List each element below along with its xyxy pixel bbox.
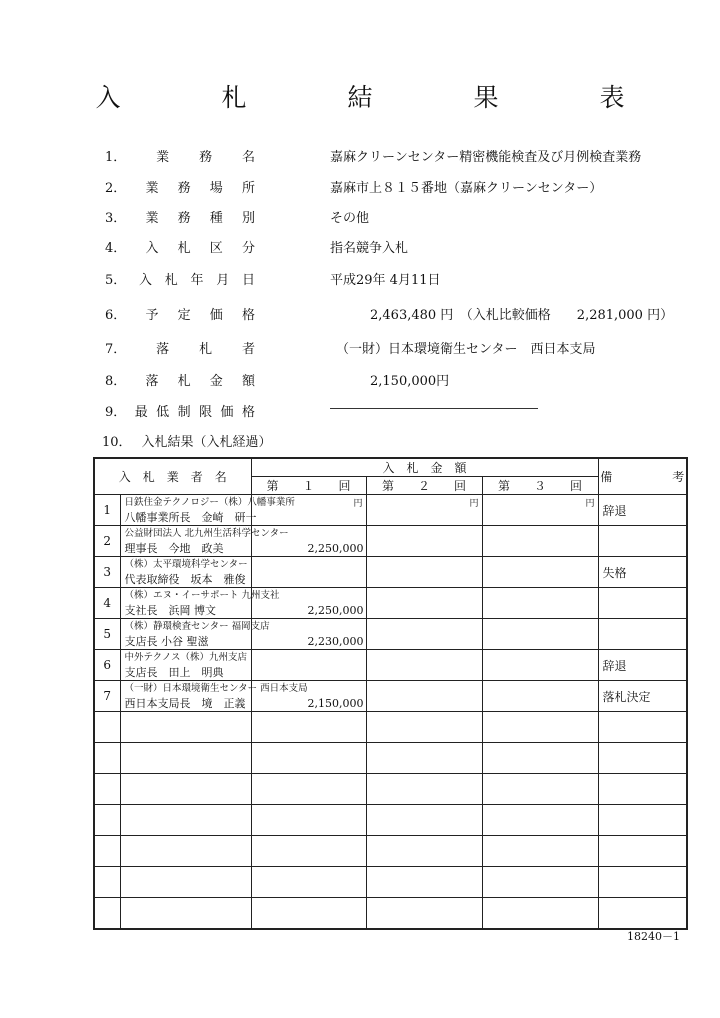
bid-amount-round-1 (251, 619, 366, 650)
info-label-part: 入 (139, 273, 153, 288)
table-row (94, 526, 687, 557)
row-number: 1 (94, 495, 120, 526)
bid-amount-round-1 (251, 588, 366, 619)
info-label-part: 低 (156, 405, 170, 420)
bid-amount-round-2 (366, 526, 482, 557)
info-label-part: 格 (241, 308, 255, 323)
info-label-part: 定 (177, 308, 191, 323)
bid-note (598, 588, 687, 619)
info-row (0, 338, 720, 360)
page-title: 入 札 結 果 表 (95, 83, 663, 112)
bid-amount-round-3 (482, 588, 598, 619)
bid-amount-round-2 (366, 588, 482, 619)
bidder-company: 日鉄住金テクノロジー（株）八幡事業所 (124, 497, 295, 508)
info-label-part: 入札結果（入札経過） (141, 435, 272, 450)
info-label (105, 207, 255, 226)
info-label-part: 4． (105, 241, 127, 256)
info-value: 2,463,480 円 （入札比較価格 2,281,000 円） (370, 308, 674, 323)
info-label (105, 401, 255, 420)
info-label-part: 落 (145, 374, 159, 389)
row-number: 3 (94, 557, 120, 588)
info-label-part: 別 (241, 211, 255, 226)
info-label (105, 370, 255, 389)
bidder-representative: 支店長 田上 明典 (124, 666, 224, 679)
info-label-part: 月 (216, 273, 230, 288)
bid-note: 辞退 (598, 495, 687, 526)
bidder-representative: 八幡事業所長 金崎 研一 (124, 511, 257, 524)
info-label-part: 最 (134, 405, 148, 420)
info-label (105, 146, 255, 165)
bidder-name (120, 557, 251, 588)
bid-note: 落札決定 (598, 681, 687, 712)
bidder-representative: 支店長 小谷 聖滋 (124, 635, 209, 648)
info-row (0, 237, 720, 259)
info-label-part: 務 (177, 211, 191, 226)
info-label-part: 名 (241, 150, 255, 165)
info-label-part: 5． (105, 273, 127, 288)
info-label (105, 177, 255, 196)
bid-amount-round-3 (482, 495, 598, 526)
bid-amount-round-1 (251, 681, 366, 712)
info-label-part: 8． (105, 374, 127, 389)
info-row (0, 269, 720, 291)
info-label-part: 務 (177, 181, 191, 196)
info-label-part: 業 (145, 181, 159, 196)
bid-amount-round-3 (482, 557, 598, 588)
info-label-part: 予 (145, 308, 159, 323)
info-label-part: 額 (241, 374, 255, 389)
bid-value: 2,150,000 (307, 697, 364, 710)
bidder-company: （株）エヌ・イーサポート 九州支社 (124, 590, 280, 601)
info-label-part: 金 (209, 374, 223, 389)
info-label-part: 区 (209, 241, 223, 256)
bidder-name (120, 495, 295, 526)
bid-amount-round-1 (251, 650, 366, 681)
header-round-3: 第 ３ 回 (482, 477, 598, 495)
bid-results-table (93, 457, 688, 930)
info-label (105, 237, 255, 256)
info-label-part: 格 (241, 405, 255, 420)
info-label (105, 304, 255, 323)
info-label-part: 種 (209, 211, 223, 226)
info-label-part: 年 (190, 273, 204, 288)
info-label (105, 269, 255, 288)
info-label-part: 限 (199, 405, 213, 420)
bid-value: 2,250,000 (307, 542, 364, 555)
bid-note: 辞退 (598, 650, 687, 681)
empty-row (94, 743, 687, 774)
info-label-part: 6． (105, 308, 127, 323)
info-row (0, 207, 720, 229)
header-amount: 入 札 金 額 (251, 458, 598, 477)
info-value: ―――――――――――――――― (330, 401, 538, 416)
empty-row (94, 805, 687, 836)
bid-amount-round-1 (251, 526, 366, 557)
bid-value: 2,250,000 (307, 604, 364, 617)
page-number: 18240－1 (627, 930, 680, 943)
bid-note (598, 526, 687, 557)
info-label-part: 日 (241, 273, 255, 288)
info-label-part: 務 (199, 150, 213, 165)
bidder-representative: 支社長 浜岡 博文 (124, 604, 216, 617)
info-label-part: 価 (209, 308, 223, 323)
empty-row (94, 774, 687, 805)
bid-amount-round-3 (482, 650, 598, 681)
info-label-part: 1． (105, 150, 127, 165)
yen-unit: 円 (585, 499, 595, 509)
table-row (94, 588, 687, 619)
info-row (0, 431, 720, 453)
info-value: 平成29年 4月11日 (330, 273, 441, 288)
info-row (0, 401, 720, 423)
bid-amount-round-2 (366, 681, 482, 712)
bidder-name (120, 526, 289, 557)
info-label-part: 入 (145, 241, 159, 256)
table-row (94, 681, 687, 712)
info-label (105, 338, 255, 357)
info-label-part: 落 (156, 342, 170, 357)
bid-amount-round-1 (251, 557, 366, 588)
table-row (94, 650, 687, 681)
info-label-part: 10． (102, 435, 132, 450)
bidder-company: 中外テクノス（株）九州支店 (124, 652, 248, 663)
info-label-part: 9． (105, 405, 127, 420)
bid-amount-round-3 (482, 619, 598, 650)
info-value: その他 (330, 211, 370, 226)
bid-note: 失格 (598, 557, 687, 588)
bid-amount-round-1 (251, 495, 366, 526)
info-label-part: 業 (156, 150, 170, 165)
info-label (102, 431, 302, 450)
bid-amount-round-2 (366, 650, 482, 681)
info-label-part: 場 (209, 181, 223, 196)
bid-amount-round-2 (366, 619, 482, 650)
info-label-part: 7． (105, 342, 127, 357)
header-bidder: 入 札 業 者 名 (94, 458, 251, 495)
table-row (94, 557, 687, 588)
info-label-part: 札 (177, 374, 191, 389)
bidder-representative: 西日本支局長 境 正義 (124, 697, 246, 710)
bidder-name (120, 681, 308, 712)
info-label-part: 分 (241, 241, 255, 256)
empty-row (94, 898, 687, 929)
bid-amount-round-3 (482, 526, 598, 557)
info-label-part: 者 (241, 342, 255, 357)
header-round-1: 第 １ 回 (251, 477, 366, 495)
row-number: 6 (94, 650, 120, 681)
bid-amount-round-3 (482, 681, 598, 712)
row-number: 7 (94, 681, 120, 712)
bidder-representative: 理事長 今地 政美 (124, 542, 224, 555)
info-label-part: 札 (199, 342, 213, 357)
table-row (94, 495, 687, 526)
empty-row (94, 712, 687, 743)
info-row (0, 146, 720, 168)
bidder-company: （株）静環検査センター 福岡支店 (124, 621, 270, 632)
bid-note (598, 619, 687, 650)
bidder-name (120, 619, 270, 650)
info-label-part: 3． (105, 211, 127, 226)
bidder-name (120, 650, 251, 681)
row-number: 5 (94, 619, 120, 650)
info-label-part: 制 (177, 405, 191, 420)
info-value: 2,150,000円 (370, 374, 450, 389)
info-value: 指名競争入札 (330, 241, 409, 256)
info-label-part: 業 (145, 211, 159, 226)
bidder-representative: 代表取締役 坂本 雅俊 (124, 573, 246, 586)
bidder-company: （株）太平環境科学センター (124, 559, 248, 570)
bid-amount-round-2 (366, 495, 482, 526)
info-label-part: 所 (241, 181, 255, 196)
info-label-part: 札 (164, 273, 178, 288)
info-label-part: 2． (105, 181, 127, 196)
row-number: 4 (94, 588, 120, 619)
bidder-company: 公益財団法人 北九州生活科学センター (124, 528, 289, 539)
yen-unit: 円 (353, 499, 363, 509)
info-value: 嘉麻市上８１５番地（嘉麻クリーンセンター） (330, 181, 603, 196)
bid-amount-round-2 (366, 557, 482, 588)
info-row (0, 177, 720, 199)
info-row (0, 304, 720, 326)
yen-unit: 円 (469, 499, 479, 509)
bidder-name (120, 588, 280, 619)
bidder-company: （一財）日本環境衛生センター 西日本支局 (124, 683, 308, 694)
bid-value: 2,230,000 (307, 635, 364, 648)
info-label-part: 札 (177, 241, 191, 256)
empty-row (94, 836, 687, 867)
info-label-part: 価 (220, 405, 234, 420)
row-number: 2 (94, 526, 120, 557)
empty-row (94, 867, 687, 898)
info-value: （一財）日本環境衛生センター 西日本支局 (336, 342, 596, 357)
table-row (94, 619, 687, 650)
info-row (0, 370, 720, 392)
header-round-2: 第 ２ 回 (366, 477, 482, 495)
header-note: 備 考 (598, 458, 687, 495)
info-value: 嘉麻クリーンセンター精密機能検査及び月例検査業務 (330, 150, 642, 165)
